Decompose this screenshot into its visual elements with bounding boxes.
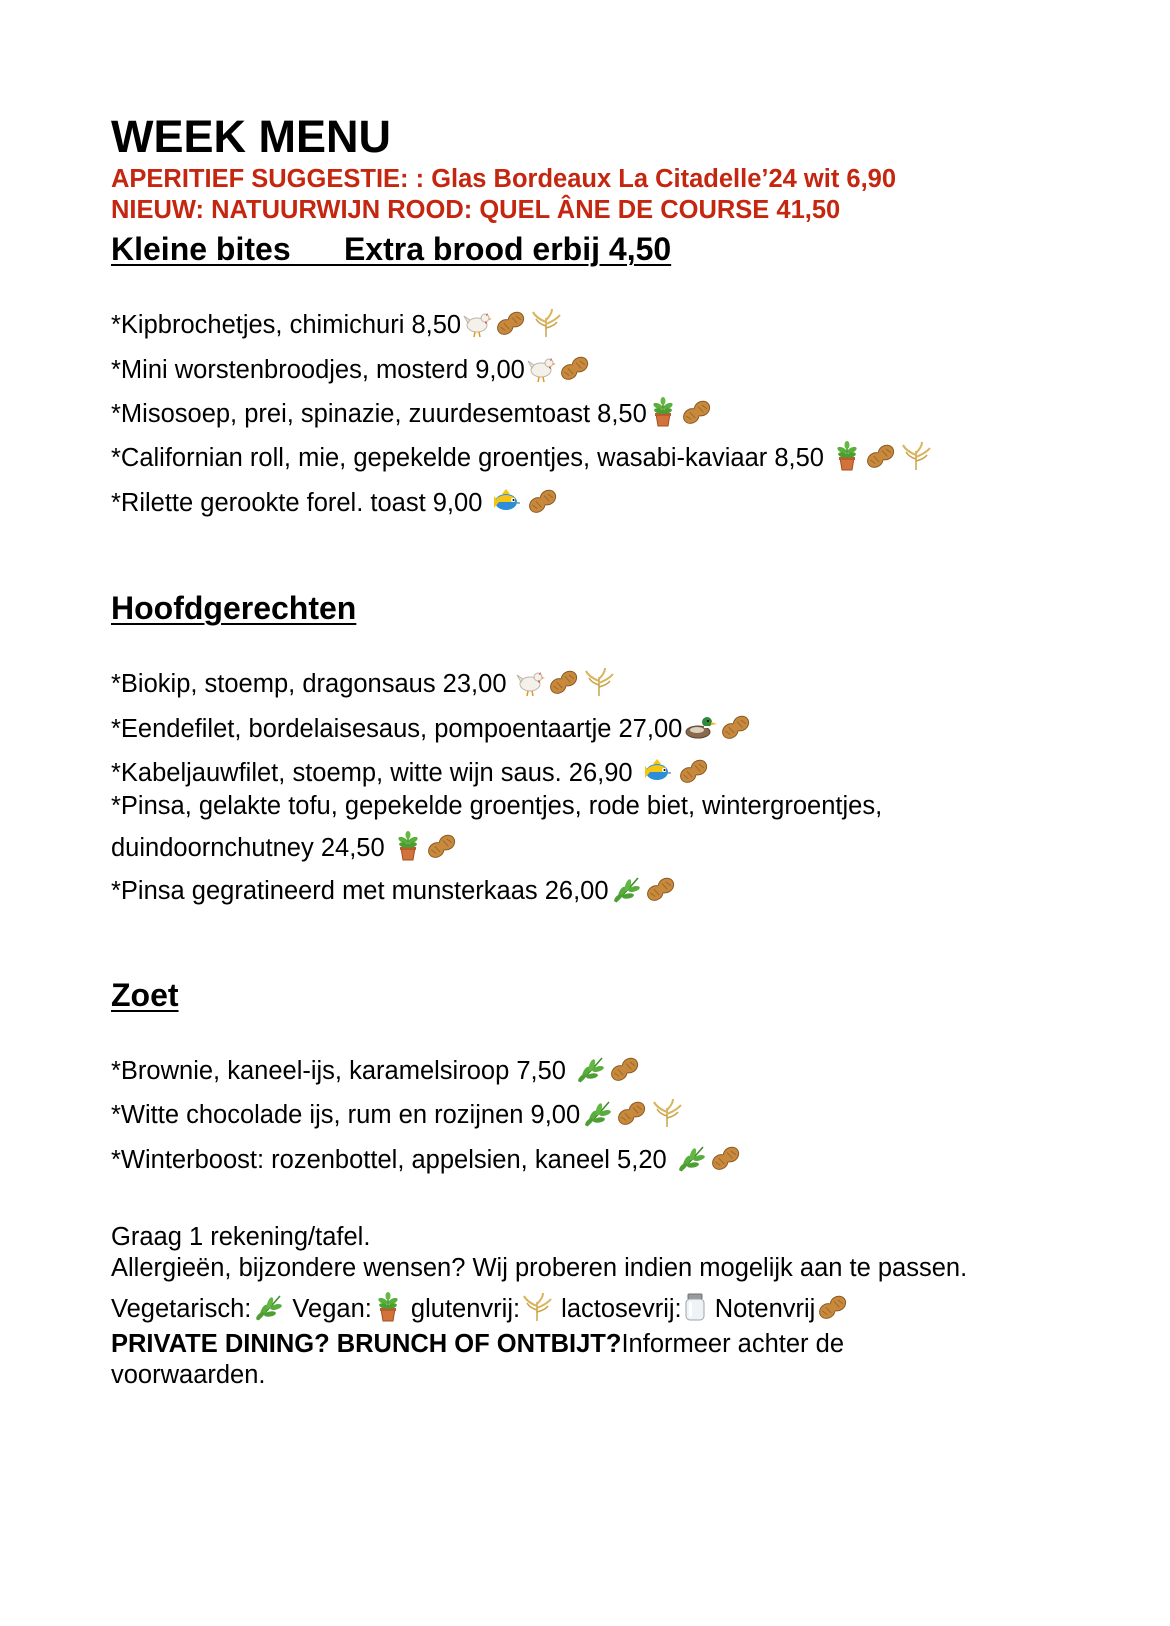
legend-vegan: Vegan: bbox=[285, 1295, 372, 1323]
legend-lactosevrij: lactosevrij: bbox=[554, 1295, 682, 1323]
herb-icon bbox=[610, 874, 642, 904]
menu-item: *Brownie, kaneel-ijs, karamelsiroop 7,50 bbox=[111, 1054, 643, 1087]
wheat-icon bbox=[530, 308, 562, 338]
jar-icon bbox=[683, 1292, 707, 1322]
herb-icon bbox=[675, 1143, 707, 1173]
menu-item: *Pinsa gegratineerd met munsterkaas 26,00 bbox=[111, 874, 679, 907]
wheat-icon bbox=[583, 667, 615, 697]
peanut-icon bbox=[558, 353, 592, 383]
menu-item: *Mini worstenbroodjes, mosterd 9,00 bbox=[111, 353, 593, 386]
peanut-icon bbox=[615, 1098, 649, 1128]
menu-item: *Kabeljauwfilet, stoemp, witte wijn saus. 26,90 bbox=[111, 756, 712, 789]
wheat-icon bbox=[651, 1098, 683, 1128]
menu-item: *Pinsa, gelakte tofu, gepekelde groentjes, rode biet, wintergroentjes, duindoornchutney 24,50 bbox=[111, 792, 883, 862]
chicken-icon bbox=[462, 308, 492, 338]
peanut-icon bbox=[608, 1054, 642, 1084]
potted-plant-icon bbox=[648, 397, 678, 427]
peanut-icon bbox=[677, 756, 711, 786]
footer-note-bill: Graag 1 rekening/tafel. bbox=[111, 1223, 371, 1251]
section-heading-hoofdgerechten: Hoofdgerechten bbox=[111, 590, 357, 626]
peanut-icon bbox=[719, 712, 753, 742]
legend-notenvrij: Notenvrij bbox=[707, 1295, 816, 1323]
peanut-icon bbox=[644, 874, 678, 904]
chicken-icon bbox=[526, 353, 556, 383]
menu-item: *Rilette gerookte forel. toast 9,00 bbox=[111, 486, 561, 519]
fish-icon bbox=[490, 486, 524, 516]
peanut-icon bbox=[526, 486, 560, 516]
menu-item: *Eendefilet, bordelaisesaus, pompoentaartje 27,00 bbox=[111, 712, 754, 745]
peanut-icon bbox=[425, 831, 459, 861]
herb-icon bbox=[581, 1098, 613, 1128]
menu-item: *Californian roll, mie, gepekelde groentjes, wasabi-kaviaar 8,50 bbox=[111, 441, 933, 474]
legend-vegetarisch: Vegetarisch: bbox=[111, 1295, 252, 1323]
legend-glutenvrij: glutenvrij: bbox=[403, 1295, 521, 1323]
fish-icon bbox=[641, 756, 675, 786]
peanut-icon bbox=[816, 1292, 850, 1322]
section-heading-zoet: Zoet bbox=[111, 977, 179, 1013]
menu-item: *Biokip, stoemp, dragonsaus 23,00 bbox=[111, 667, 616, 700]
wheat-icon bbox=[900, 441, 932, 471]
private-dining-note-cont: voorwaarden. bbox=[111, 1361, 266, 1389]
peanut-icon bbox=[494, 308, 528, 338]
duck-icon bbox=[683, 712, 717, 742]
menu-item: *Witte chocolade ijs, rum en rozijnen 9,00 bbox=[111, 1098, 684, 1131]
aperitief-suggestion: APERITIEF SUGGESTIE: : Glas Bordeaux La Citadelle’24 wit 6,90 bbox=[111, 165, 897, 193]
peanut-icon bbox=[680, 397, 714, 427]
peanut-icon bbox=[709, 1143, 743, 1173]
chicken-icon bbox=[515, 667, 545, 697]
peanut-icon bbox=[864, 441, 898, 471]
menu-item: *Winterboost: rozenbottel, appelsien, kaneel 5,20 bbox=[111, 1143, 744, 1176]
menu-item: *Misosoep, prei, spinazie, zuurdesemtoast 8,50 bbox=[111, 397, 715, 430]
potted-plant-icon bbox=[393, 831, 423, 861]
potted-plant-icon bbox=[832, 441, 862, 471]
footer-note-allergies: Allergieën, bijzondere wensen? Wij proberen indien mogelijk aan te passen. bbox=[111, 1254, 968, 1282]
page-title: WEEK MENU bbox=[111, 111, 391, 162]
menu-item: *Kipbrochetjes, chimichuri 8,50 bbox=[111, 308, 563, 341]
section-heading-kleine-bites: Kleine bites Extra brood erbij 4,50 bbox=[111, 231, 672, 267]
herb-icon bbox=[574, 1054, 606, 1084]
herb-icon bbox=[252, 1292, 284, 1322]
potted-plant-icon bbox=[373, 1292, 403, 1322]
private-dining-note: PRIVATE DINING? BRUNCH OF ONTBIJT?Informeer achter de bbox=[111, 1330, 844, 1358]
allergen-legend bbox=[111, 1292, 851, 1325]
new-wine: NIEUW: NATUURWIJN ROOD: QUEL ÂNE DE COURSE 41,50 bbox=[111, 196, 841, 224]
wheat-icon bbox=[521, 1292, 553, 1322]
private-dining-heading: PRIVATE DINING? BRUNCH OF ONTBIJT? bbox=[111, 1330, 622, 1358]
peanut-icon bbox=[547, 667, 581, 697]
